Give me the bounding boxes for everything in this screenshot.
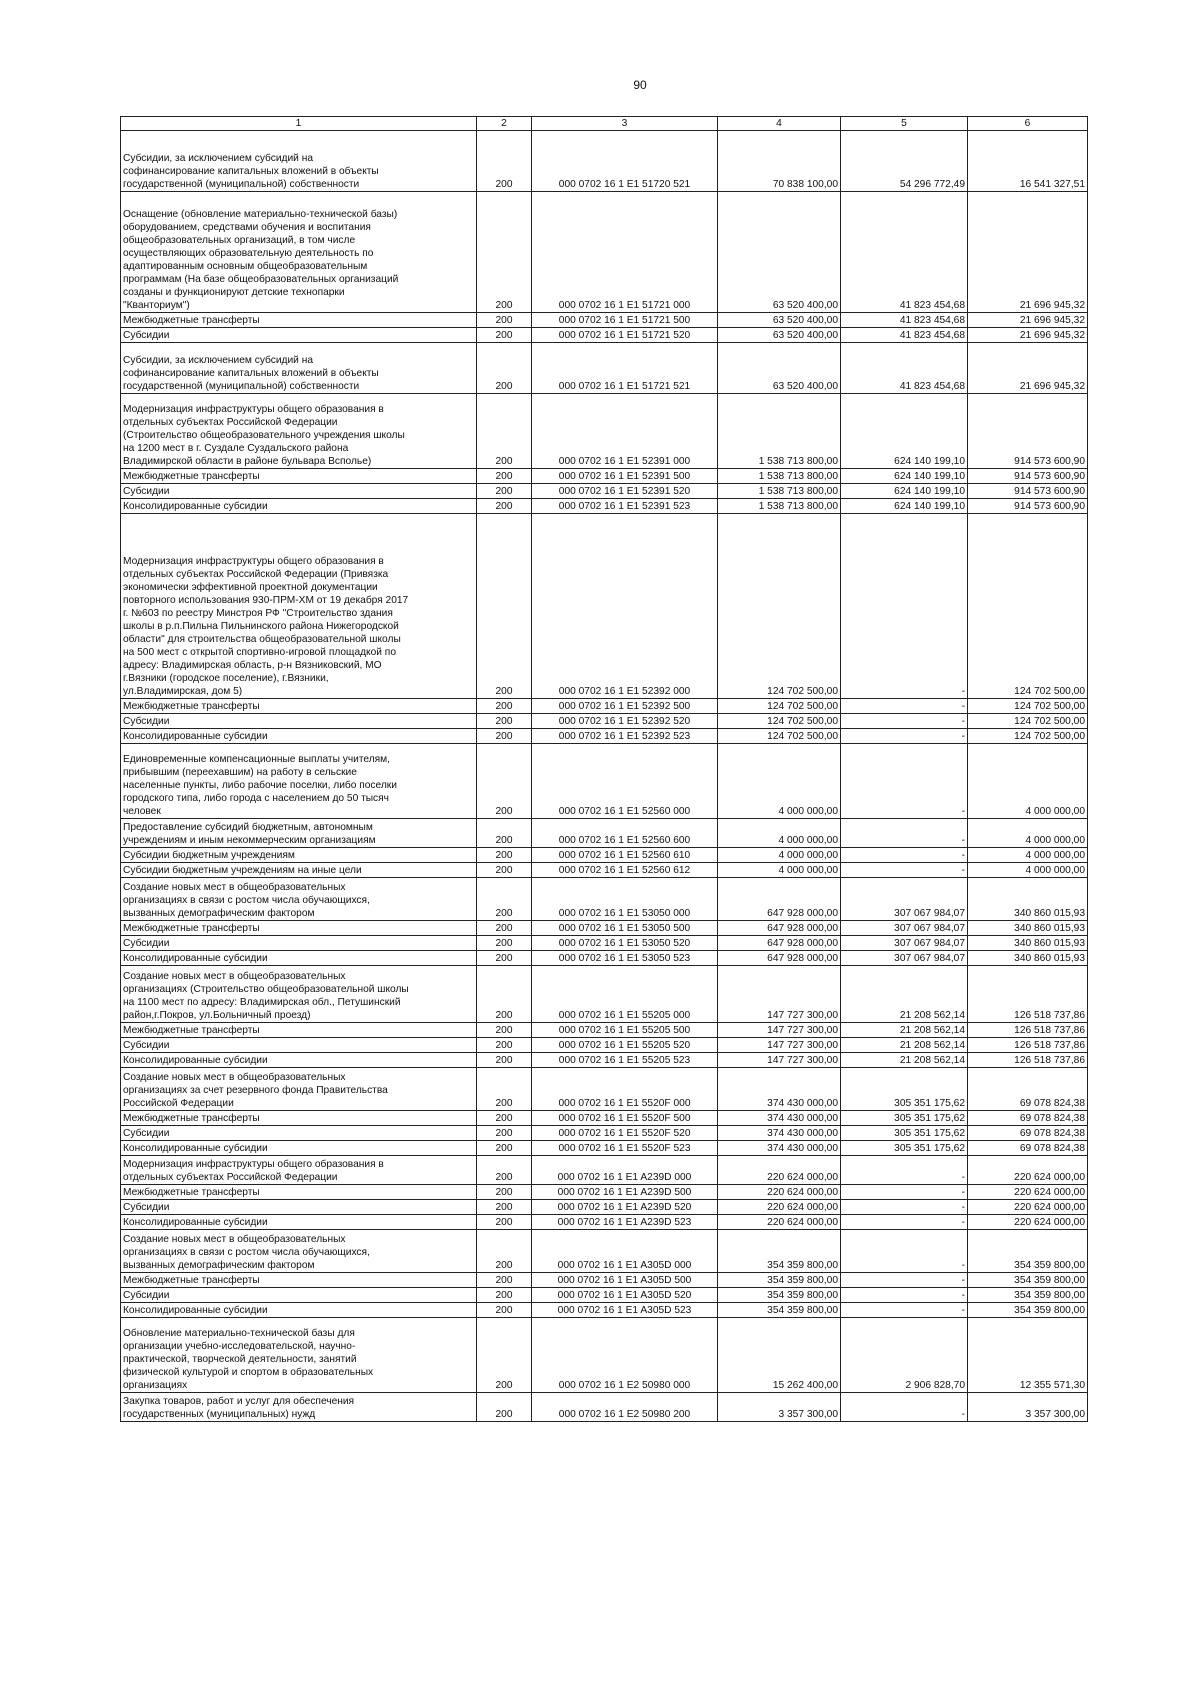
row-remaining-amount-cell: 220 624 000,00 — [968, 1215, 1088, 1230]
table-row — [121, 714, 1088, 729]
row-classification-code-cell: 000 0702 16 1 E1 A305D 523 — [532, 1303, 718, 1318]
row-name-cell: Межбюджетные трансферты — [121, 1185, 477, 1200]
row-executed-amount-cell: 41 823 454,68 — [841, 313, 968, 328]
row-executed-amount-cell: 624 140 199,10 — [841, 499, 968, 514]
table-row — [121, 699, 1088, 714]
row-executed-amount-cell: 305 351 175,62 — [841, 1126, 968, 1141]
row-executed-amount-cell: - — [841, 744, 968, 819]
row-code-cell: 200 — [477, 966, 532, 1023]
table-row — [121, 921, 1088, 936]
row-executed-amount-cell: - — [841, 1288, 968, 1303]
row-name-cell: Межбюджетные трансферты — [121, 1111, 477, 1126]
row-executed-amount-cell: 307 067 984,07 — [841, 921, 968, 936]
table-row — [121, 328, 1088, 343]
row-remaining-amount-cell: 124 702 500,00 — [968, 514, 1088, 699]
row-approved-amount-cell: 354 359 800,00 — [718, 1273, 841, 1288]
row-classification-code-cell: 000 0702 16 1 E1 51721 521 — [532, 343, 718, 394]
row-approved-amount-cell: 647 928 000,00 — [718, 878, 841, 921]
row-classification-code-cell: 000 0702 16 1 E1 52560 610 — [532, 848, 718, 863]
row-name-cell: Обновление материально-технической базы для организации учебно-исследовательской, научно- практической, творческой деятельности, занятий физической культурой и спортом в образовательных организациях — [121, 1318, 477, 1393]
table-row — [121, 729, 1088, 744]
row-approved-amount-cell: 374 430 000,00 — [718, 1068, 841, 1111]
row-code-cell: 200 — [477, 848, 532, 863]
row-classification-code-cell: 000 0702 16 1 E1 52392 520 — [532, 714, 718, 729]
row-approved-amount-cell: 124 702 500,00 — [718, 729, 841, 744]
row-executed-amount-cell: 21 208 562,14 — [841, 1038, 968, 1053]
row-executed-amount-cell: - — [841, 1273, 968, 1288]
row-code-cell: 200 — [477, 936, 532, 951]
row-remaining-amount-cell: 126 518 737,86 — [968, 1038, 1088, 1053]
row-code-cell: 200 — [477, 1318, 532, 1393]
column-header: 2 — [477, 117, 532, 131]
row-executed-amount-cell: 41 823 454,68 — [841, 343, 968, 394]
row-remaining-amount-cell: 21 696 945,32 — [968, 192, 1088, 313]
row-remaining-amount-cell: 3 357 300,00 — [968, 1393, 1088, 1422]
row-remaining-amount-cell: 12 355 571,30 — [968, 1318, 1088, 1393]
row-classification-code-cell: 000 0702 16 1 E1 52391 523 — [532, 499, 718, 514]
row-executed-amount-cell: 21 208 562,14 — [841, 966, 968, 1023]
row-approved-amount-cell: 4 000 000,00 — [718, 819, 841, 848]
row-classification-code-cell: 000 0702 16 1 E1 55205 500 — [532, 1023, 718, 1038]
row-classification-code-cell: 000 0702 16 1 E1 53050 523 — [532, 951, 718, 966]
row-classification-code-cell: 000 0702 16 1 E1 A305D 520 — [532, 1288, 718, 1303]
row-name-cell: Консолидированные субсидии — [121, 499, 477, 514]
row-executed-amount-cell: - — [841, 1185, 968, 1200]
row-executed-amount-cell: - — [841, 699, 968, 714]
row-name-cell: Субсидии — [121, 936, 477, 951]
row-name-cell: Межбюджетные трансферты — [121, 469, 477, 484]
row-executed-amount-cell: - — [841, 1303, 968, 1318]
row-remaining-amount-cell: 354 359 800,00 — [968, 1230, 1088, 1273]
row-code-cell: 200 — [477, 744, 532, 819]
row-executed-amount-cell: 305 351 175,62 — [841, 1111, 968, 1126]
row-classification-code-cell: 000 0702 16 1 E1 5520F 520 — [532, 1126, 718, 1141]
row-remaining-amount-cell: 340 860 015,93 — [968, 936, 1088, 951]
table-row — [121, 469, 1088, 484]
row-executed-amount-cell: 21 208 562,14 — [841, 1053, 968, 1068]
row-approved-amount-cell: 63 520 400,00 — [718, 313, 841, 328]
row-remaining-amount-cell: 914 573 600,90 — [968, 484, 1088, 499]
row-remaining-amount-cell: 69 078 824,38 — [968, 1111, 1088, 1126]
row-code-cell: 200 — [477, 863, 532, 878]
row-remaining-amount-cell: 124 702 500,00 — [968, 729, 1088, 744]
table-row — [121, 1068, 1088, 1111]
row-name-cell: Создание новых мест в общеобразовательных организациях (Строительство общеобразовательной школы на 1100 мест по адресу: Владимирская обл., Петушинский район,г.Покров, ул.Больничный проезд) — [121, 966, 477, 1023]
row-name-cell: Субсидии — [121, 484, 477, 499]
row-classification-code-cell: 000 0702 16 1 E1 52392 523 — [532, 729, 718, 744]
table-row — [121, 848, 1088, 863]
table-row — [121, 1318, 1088, 1393]
row-name-cell: Субсидии — [121, 328, 477, 343]
column-header: 3 — [532, 117, 718, 131]
row-code-cell: 200 — [477, 469, 532, 484]
row-approved-amount-cell: 15 262 400,00 — [718, 1318, 841, 1393]
row-remaining-amount-cell: 914 573 600,90 — [968, 469, 1088, 484]
row-name-cell: Субсидии, за исключением субсидий на софинансирование капитальных вложений в объекты государственной (муниципальной) собственности — [121, 131, 477, 192]
row-classification-code-cell: 000 0702 16 1 E1 51721 000 — [532, 192, 718, 313]
row-code-cell: 200 — [477, 131, 532, 192]
row-remaining-amount-cell: 354 359 800,00 — [968, 1288, 1088, 1303]
row-remaining-amount-cell: 220 624 000,00 — [968, 1156, 1088, 1185]
row-code-cell: 200 — [477, 699, 532, 714]
row-executed-amount-cell: - — [841, 848, 968, 863]
table-row — [121, 1200, 1088, 1215]
table-row — [121, 819, 1088, 848]
row-code-cell: 200 — [477, 499, 532, 514]
table-row — [121, 1156, 1088, 1185]
row-name-cell: Консолидированные субсидии — [121, 1141, 477, 1156]
row-executed-amount-cell: 21 208 562,14 — [841, 1023, 968, 1038]
budget-table — [120, 116, 1088, 1422]
row-name-cell: Консолидированные субсидии — [121, 1303, 477, 1318]
row-code-cell: 200 — [477, 313, 532, 328]
row-executed-amount-cell: - — [841, 1230, 968, 1273]
column-header: 1 — [121, 117, 477, 131]
row-classification-code-cell: 000 0702 16 1 E1 51721 520 — [532, 328, 718, 343]
row-executed-amount-cell: - — [841, 514, 968, 699]
row-classification-code-cell: 000 0702 16 1 E1 52391 000 — [532, 394, 718, 469]
row-approved-amount-cell: 374 430 000,00 — [718, 1126, 841, 1141]
row-name-cell: Субсидии, за исключением субсидий на софинансирование капитальных вложений в объекты государственной (муниципальной) собственности — [121, 343, 477, 394]
row-approved-amount-cell: 354 359 800,00 — [718, 1230, 841, 1273]
row-classification-code-cell: 000 0702 16 1 E1 A305D 500 — [532, 1273, 718, 1288]
row-executed-amount-cell: 624 140 199,10 — [841, 469, 968, 484]
row-executed-amount-cell: - — [841, 1215, 968, 1230]
row-remaining-amount-cell: 126 518 737,86 — [968, 1053, 1088, 1068]
row-classification-code-cell: 000 0702 16 1 E1 5520F 500 — [532, 1111, 718, 1126]
row-name-cell: Субсидии — [121, 1126, 477, 1141]
row-remaining-amount-cell: 16 541 327,51 — [968, 131, 1088, 192]
row-code-cell: 200 — [477, 1141, 532, 1156]
row-classification-code-cell: 000 0702 16 1 E1 A239D 500 — [532, 1185, 718, 1200]
column-header: 5 — [841, 117, 968, 131]
row-name-cell: Консолидированные субсидии — [121, 729, 477, 744]
table-row — [121, 1185, 1088, 1200]
row-approved-amount-cell: 647 928 000,00 — [718, 921, 841, 936]
row-name-cell: Межбюджетные трансферты — [121, 1273, 477, 1288]
row-code-cell: 200 — [477, 819, 532, 848]
row-remaining-amount-cell: 21 696 945,32 — [968, 343, 1088, 394]
row-classification-code-cell: 000 0702 16 1 E1 52560 000 — [532, 744, 718, 819]
table-row — [121, 394, 1088, 469]
row-classification-code-cell: 000 0702 16 1 E1 51721 500 — [532, 313, 718, 328]
table-row — [121, 1126, 1088, 1141]
row-code-cell: 200 — [477, 951, 532, 966]
row-approved-amount-cell: 1 538 713 800,00 — [718, 394, 841, 469]
row-code-cell: 200 — [477, 1230, 532, 1273]
row-classification-code-cell: 000 0702 16 1 E1 55205 520 — [532, 1038, 718, 1053]
row-code-cell: 200 — [477, 484, 532, 499]
row-executed-amount-cell: - — [841, 714, 968, 729]
row-remaining-amount-cell: 340 860 015,93 — [968, 878, 1088, 921]
header-row — [121, 117, 1088, 131]
row-name-cell: Модернизация инфраструктуры общего образования в отдельных субъектах Российской Федерации — [121, 1156, 477, 1185]
table-row — [121, 966, 1088, 1023]
row-approved-amount-cell: 374 430 000,00 — [718, 1111, 841, 1126]
row-classification-code-cell: 000 0702 16 1 E1 53050 500 — [532, 921, 718, 936]
row-remaining-amount-cell: 4 000 000,00 — [968, 744, 1088, 819]
row-remaining-amount-cell: 914 573 600,90 — [968, 394, 1088, 469]
row-name-cell: Субсидии бюджетным учреждениям на иные цели — [121, 863, 477, 878]
row-approved-amount-cell: 220 624 000,00 — [718, 1200, 841, 1215]
row-classification-code-cell: 000 0702 16 1 E1 51720 521 — [532, 131, 718, 192]
row-classification-code-cell: 000 0702 16 1 E1 52392 500 — [532, 699, 718, 714]
row-approved-amount-cell: 1 538 713 800,00 — [718, 469, 841, 484]
row-code-cell: 200 — [477, 328, 532, 343]
row-executed-amount-cell: 307 067 984,07 — [841, 951, 968, 966]
table-row — [121, 1141, 1088, 1156]
row-classification-code-cell: 000 0702 16 1 E1 55205 000 — [532, 966, 718, 1023]
row-remaining-amount-cell: 914 573 600,90 — [968, 499, 1088, 514]
row-approved-amount-cell: 147 727 300,00 — [718, 1038, 841, 1053]
table-row — [121, 1273, 1088, 1288]
table-row — [121, 1393, 1088, 1422]
row-approved-amount-cell: 124 702 500,00 — [718, 514, 841, 699]
row-approved-amount-cell: 1 538 713 800,00 — [718, 484, 841, 499]
table-row — [121, 1053, 1088, 1068]
row-executed-amount-cell: - — [841, 729, 968, 744]
row-approved-amount-cell: 124 702 500,00 — [718, 714, 841, 729]
table-row — [121, 192, 1088, 313]
row-approved-amount-cell: 4 000 000,00 — [718, 744, 841, 819]
table-row — [121, 514, 1088, 699]
row-approved-amount-cell: 647 928 000,00 — [718, 936, 841, 951]
row-code-cell: 200 — [477, 1288, 532, 1303]
row-approved-amount-cell: 220 624 000,00 — [718, 1215, 841, 1230]
row-approved-amount-cell: 4 000 000,00 — [718, 863, 841, 878]
row-remaining-amount-cell: 354 359 800,00 — [968, 1273, 1088, 1288]
row-name-cell: Закупка товаров, работ и услуг для обеспечения государственных (муниципальных) нужд — [121, 1393, 477, 1422]
row-executed-amount-cell: 307 067 984,07 — [841, 878, 968, 921]
row-code-cell: 200 — [477, 1023, 532, 1038]
row-remaining-amount-cell: 69 078 824,38 — [968, 1126, 1088, 1141]
row-approved-amount-cell: 147 727 300,00 — [718, 966, 841, 1023]
column-header: 6 — [968, 117, 1088, 131]
row-code-cell: 200 — [477, 1111, 532, 1126]
row-classification-code-cell: 000 0702 16 1 E1 53050 000 — [532, 878, 718, 921]
row-approved-amount-cell: 147 727 300,00 — [718, 1053, 841, 1068]
row-classification-code-cell: 000 0702 16 1 E1 55205 523 — [532, 1053, 718, 1068]
row-name-cell: Создание новых мест в общеобразовательных организациях в связи с ростом числа обучающихся, вызванных демографическим фактором — [121, 1230, 477, 1273]
row-code-cell: 200 — [477, 1156, 532, 1185]
row-approved-amount-cell: 124 702 500,00 — [718, 699, 841, 714]
row-remaining-amount-cell: 69 078 824,38 — [968, 1068, 1088, 1111]
row-name-cell: Межбюджетные трансферты — [121, 1023, 477, 1038]
row-remaining-amount-cell: 340 860 015,93 — [968, 921, 1088, 936]
table-row — [121, 744, 1088, 819]
row-name-cell: Создание новых мест в общеобразовательных организациях в связи с ростом числа обучающихся, вызванных демографическим фактором — [121, 878, 477, 921]
row-remaining-amount-cell: 124 702 500,00 — [968, 714, 1088, 729]
row-approved-amount-cell: 147 727 300,00 — [718, 1023, 841, 1038]
row-name-cell: Субсидии — [121, 714, 477, 729]
row-executed-amount-cell: 624 140 199,10 — [841, 484, 968, 499]
row-classification-code-cell: 000 0702 16 1 E1 52560 600 — [532, 819, 718, 848]
row-remaining-amount-cell: 4 000 000,00 — [968, 848, 1088, 863]
row-classification-code-cell: 000 0702 16 1 E1 A239D 520 — [532, 1200, 718, 1215]
row-remaining-amount-cell: 126 518 737,86 — [968, 1023, 1088, 1038]
row-remaining-amount-cell: 354 359 800,00 — [968, 1303, 1088, 1318]
row-name-cell: Консолидированные субсидии — [121, 951, 477, 966]
row-name-cell: Консолидированные субсидии — [121, 1215, 477, 1230]
row-remaining-amount-cell: 4 000 000,00 — [968, 819, 1088, 848]
row-code-cell: 200 — [477, 343, 532, 394]
row-approved-amount-cell: 647 928 000,00 — [718, 951, 841, 966]
row-code-cell: 200 — [477, 878, 532, 921]
row-approved-amount-cell: 63 520 400,00 — [718, 328, 841, 343]
table-row — [121, 863, 1088, 878]
page-number: 90 — [633, 78, 647, 92]
row-approved-amount-cell: 374 430 000,00 — [718, 1141, 841, 1156]
row-remaining-amount-cell: 124 702 500,00 — [968, 699, 1088, 714]
row-name-cell: Модернизация инфраструктуры общего образования в отдельных субъектах Российской Федерации (Привязка экономически эффективной проектной документации повторного использования 930-ПРМ-ХМ от 19 декабря 2017 г. №603 по реестру Минстроя РФ "Строительство здания школы в р.п.Пильна Пильнинского района Нижегородской области" для строительства общеобразовательной школы на 500 мест с открытой спортивно-игровой площадкой по адресу: Владимирская область, р-н Вязниковский, МО г.Вязники (городское поселение), г.Вязники, ул.Владимирская, дом 5) — [121, 514, 477, 699]
row-executed-amount-cell: 624 140 199,10 — [841, 394, 968, 469]
column-header: 4 — [718, 117, 841, 131]
table-row — [121, 1303, 1088, 1318]
row-code-cell: 200 — [477, 1053, 532, 1068]
row-classification-code-cell: 000 0702 16 1 E2 50980 200 — [532, 1393, 718, 1422]
row-classification-code-cell: 000 0702 16 1 E1 52560 612 — [532, 863, 718, 878]
row-remaining-amount-cell: 340 860 015,93 — [968, 951, 1088, 966]
row-approved-amount-cell: 63 520 400,00 — [718, 192, 841, 313]
row-name-cell: Оснащение (обновление материально-технической базы) оборудованием, средствами обучения и воспитания общеобразовательных организаций, в том числе осуществляющих образовательную деятельность по адаптированным основным общеобразовательным программам (На базе общеобразовательных организаций созданы и функционируют детские технопарки "Кванториум") — [121, 192, 477, 313]
row-remaining-amount-cell: 126 518 737,86 — [968, 966, 1088, 1023]
table-row — [121, 1288, 1088, 1303]
table-row — [121, 1215, 1088, 1230]
row-classification-code-cell: 000 0702 16 1 E1 A239D 523 — [532, 1215, 718, 1230]
table-row — [121, 1038, 1088, 1053]
row-remaining-amount-cell: 69 078 824,38 — [968, 1141, 1088, 1156]
row-classification-code-cell: 000 0702 16 1 E1 52392 000 — [532, 514, 718, 699]
row-name-cell: Субсидии — [121, 1288, 477, 1303]
row-executed-amount-cell: - — [841, 1200, 968, 1215]
row-code-cell: 200 — [477, 1273, 532, 1288]
row-approved-amount-cell: 70 838 100,00 — [718, 131, 841, 192]
table-row — [121, 499, 1088, 514]
row-code-cell: 200 — [477, 1126, 532, 1141]
row-classification-code-cell: 000 0702 16 1 E1 53050 520 — [532, 936, 718, 951]
table-body — [121, 131, 1088, 1422]
row-code-cell: 200 — [477, 1185, 532, 1200]
row-code-cell: 200 — [477, 1393, 532, 1422]
table-row — [121, 1230, 1088, 1273]
row-classification-code-cell: 000 0702 16 1 E1 5520F 523 — [532, 1141, 718, 1156]
table-row — [121, 131, 1088, 192]
row-name-cell: Межбюджетные трансферты — [121, 313, 477, 328]
row-remaining-amount-cell: 4 000 000,00 — [968, 863, 1088, 878]
row-code-cell: 200 — [477, 394, 532, 469]
table-row — [121, 936, 1088, 951]
row-name-cell: Межбюджетные трансферты — [121, 921, 477, 936]
row-classification-code-cell: 000 0702 16 1 E2 50980 000 — [532, 1318, 718, 1393]
row-remaining-amount-cell: 220 624 000,00 — [968, 1185, 1088, 1200]
row-code-cell: 200 — [477, 1038, 532, 1053]
row-classification-code-cell: 000 0702 16 1 E1 52391 500 — [532, 469, 718, 484]
row-executed-amount-cell: 2 906 828,70 — [841, 1318, 968, 1393]
row-approved-amount-cell: 4 000 000,00 — [718, 848, 841, 863]
table-row — [121, 313, 1088, 328]
row-code-cell: 200 — [477, 514, 532, 699]
row-executed-amount-cell: 305 351 175,62 — [841, 1141, 968, 1156]
row-classification-code-cell: 000 0702 16 1 E1 A305D 000 — [532, 1230, 718, 1273]
row-code-cell: 200 — [477, 192, 532, 313]
row-code-cell: 200 — [477, 714, 532, 729]
row-approved-amount-cell: 3 357 300,00 — [718, 1393, 841, 1422]
row-executed-amount-cell: - — [841, 1393, 968, 1422]
row-executed-amount-cell: 41 823 454,68 — [841, 328, 968, 343]
row-executed-amount-cell: 41 823 454,68 — [841, 192, 968, 313]
row-name-cell: Субсидии — [121, 1200, 477, 1215]
row-name-cell: Единовременные компенсационные выплаты учителям, прибывшим (переехавшим) на работу в сельские населенные пункты, либо рабочие поселки, либо поселки городского типа, либо города с населением до 50 тысяч человек — [121, 744, 477, 819]
row-executed-amount-cell: - — [841, 863, 968, 878]
row-remaining-amount-cell: 21 696 945,32 — [968, 328, 1088, 343]
row-executed-amount-cell: - — [841, 819, 968, 848]
row-code-cell: 200 — [477, 921, 532, 936]
table-row — [121, 1111, 1088, 1126]
table-row — [121, 878, 1088, 921]
table-row — [121, 1023, 1088, 1038]
row-approved-amount-cell: 354 359 800,00 — [718, 1303, 841, 1318]
row-approved-amount-cell: 220 624 000,00 — [718, 1156, 841, 1185]
row-name-cell: Предоставление субсидий бюджетным, автономным учреждениям и иным некоммерческим организациям — [121, 819, 477, 848]
table-row — [121, 343, 1088, 394]
row-name-cell: Субсидии — [121, 1038, 477, 1053]
row-classification-code-cell: 000 0702 16 1 E1 5520F 000 — [532, 1068, 718, 1111]
table-row — [121, 951, 1088, 966]
row-approved-amount-cell: 1 538 713 800,00 — [718, 499, 841, 514]
row-executed-amount-cell: 307 067 984,07 — [841, 936, 968, 951]
row-name-cell: Модернизация инфраструктуры общего образования в отдельных субъектах Российской Федерации (Строительство общеобразовательного учреждения школы на 1200 мест в г. Суздале Суздальского района Владимирской области в районе бульвара Всполье) — [121, 394, 477, 469]
row-code-cell: 200 — [477, 1068, 532, 1111]
row-code-cell: 200 — [477, 1215, 532, 1230]
row-remaining-amount-cell: 21 696 945,32 — [968, 313, 1088, 328]
row-approved-amount-cell: 220 624 000,00 — [718, 1185, 841, 1200]
row-classification-code-cell: 000 0702 16 1 E1 52391 520 — [532, 484, 718, 499]
row-name-cell: Создание новых мест в общеобразовательных организациях за счет резервного фонда Правительства Российской Федерации — [121, 1068, 477, 1111]
row-code-cell: 200 — [477, 1200, 532, 1215]
row-classification-code-cell: 000 0702 16 1 E1 A239D 000 — [532, 1156, 718, 1185]
row-code-cell: 200 — [477, 1303, 532, 1318]
row-executed-amount-cell: 305 351 175,62 — [841, 1068, 968, 1111]
row-code-cell: 200 — [477, 729, 532, 744]
table-row — [121, 484, 1088, 499]
row-name-cell: Консолидированные субсидии — [121, 1053, 477, 1068]
row-approved-amount-cell: 63 520 400,00 — [718, 343, 841, 394]
row-name-cell: Межбюджетные трансферты — [121, 699, 477, 714]
row-remaining-amount-cell: 220 624 000,00 — [968, 1200, 1088, 1215]
row-executed-amount-cell: 54 296 772,49 — [841, 131, 968, 192]
row-executed-amount-cell: - — [841, 1156, 968, 1185]
row-approved-amount-cell: 354 359 800,00 — [718, 1288, 841, 1303]
row-name-cell: Субсидии бюджетным учреждениям — [121, 848, 477, 863]
